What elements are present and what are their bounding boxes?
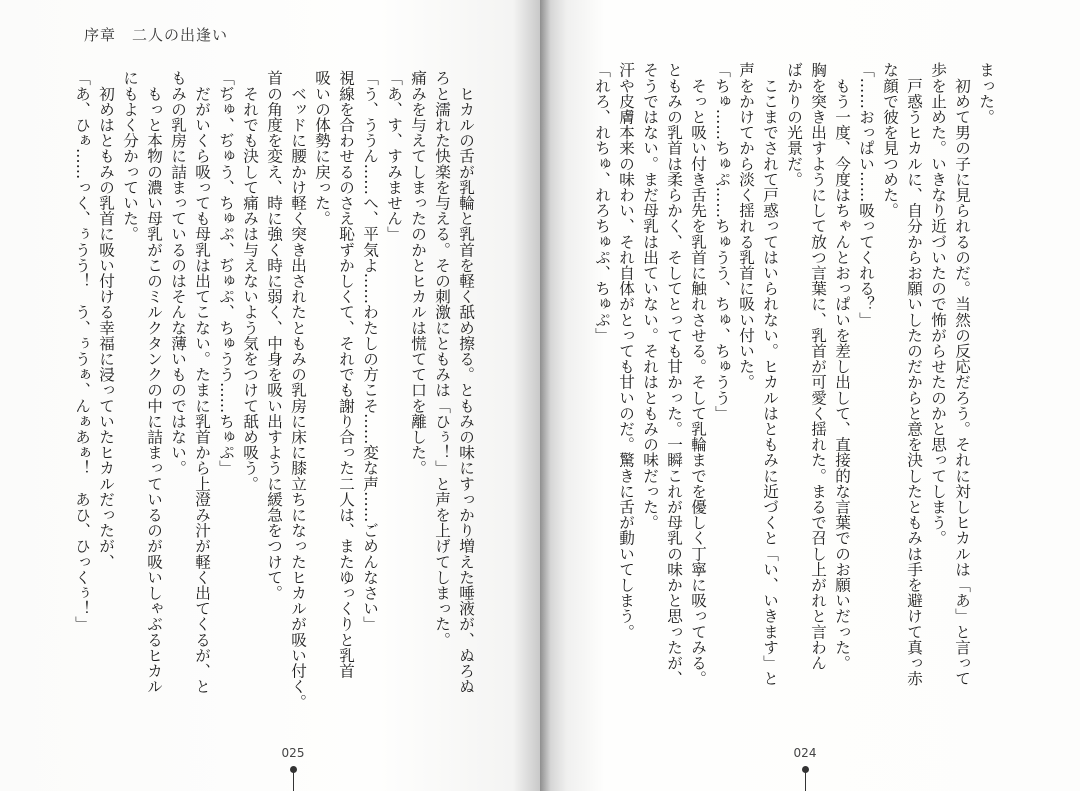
text-column: 「ちゅ……ちゅぷ……ちゅうう、ちゅ、ちゅうう」 [713,62,731,421]
running-head-chapter-title: 序章 二人の出逢い [84,26,229,44]
text-column: 戸惑うヒカルに、自分からお願いしたのだからと意を決したともみは手を避けて真っ赤 [905,62,923,686]
page-number: 024 [793,746,817,760]
text-column: もみの乳房に詰まっているのはそんな薄いものではない。 [169,70,187,476]
page-number-rule [805,772,806,791]
text-column: 歩を止めた。いきなり近づいたので怖がらせたのかと思ってしまう。 [929,62,947,546]
text-column: 声をかけてから淡く揺れる乳首に吸い付いた。 [737,62,755,390]
text-column: ベッドに腰かけ軽く突き出されたともみの乳房に床に膝立ちになったヒカルが吸い付く。 [289,70,307,710]
text-column: もっと本物の濃い母乳がこのミルクタンクの中に詰まっているのが吸いしゃぶるヒカル [145,70,163,694]
text-column: 「……おっぱい……吸ってくれる？」 [857,62,875,328]
text-column: 「ぢゅ、ぢゅう、ちゅぷ、ぢゅぷ、ちゅうう……ちゅぷ」 [217,70,235,476]
text-column: 痛みを与えてしまったのかとヒカルは慌てて口を離した。 [409,70,427,476]
page-number-rule [293,772,294,791]
text-column: 「う、ううん……へ、平気よ……わたしの方こそ……変な声……ごめんなさい」 [361,70,379,632]
text-column: 視線を合わせるのさえ恥ずかしくて、それでも謝り合った二人は、またゆっくりと乳首 [337,70,355,679]
text-column: それでも決して痛みは与えないよう気をつけて舐め吸う。 [241,70,259,492]
text-column: ヒカルの舌が乳輪と乳首を軽く舐め擦る。ともみの味にすっかり増えた唾液が、ぬろぬ [457,70,475,694]
text-column: 初めはともみの乳首に吸い付ける幸福に浸っていたヒカルだったが、 [97,70,115,570]
text-column: 胸を突き出すようにして放つ言葉に、乳首が可愛く揺れた。まるで召し上がれと言わん [809,62,827,671]
text-column: 首の角度を変え、時に強く時に弱く、中身を吸い出すように緩急をつけて。 [265,70,283,601]
right-page-body-text [590,62,998,702]
text-column: ともみの乳首は柔らかく、そしてとっても甘かった。一瞬これが母乳の味かと思ったが、 [665,62,683,686]
text-column: な顔で彼を見つめた。 [881,62,899,218]
page-number: 025 [281,746,305,760]
left-page-body-text [70,70,478,710]
text-column: そっと吸い付き舌先を乳首に触れさせる。そして乳輪までを優しく丁寧に吸ってみる。 [689,62,707,686]
text-column: 「れろ、れちゅ、れろちゅぷ、ちゅぷ」 [593,62,611,343]
right-page [540,0,1080,791]
text-column: そうではない。まだ母乳は出ていない。それはともみの味だった。 [641,62,659,530]
text-column: 「あ、す、すみません」 [385,70,403,242]
text-column: ばかりの光景だ。 [785,62,803,187]
text-column: にもよく分かっていた。 [121,70,139,242]
text-column: 汗や皮膚本来の味わい、それ自体がとっても甘いのだ。驚きに舌が動いてしまう。 [617,62,635,640]
text-column: 初めて男の子に見られるのだ。当然の反応だろう。それに対しヒカルは「あ」と言って [953,62,971,686]
text-column: ここまでされて戸惑ってはいられない。ヒカルはともみに近づくと「い、いきます」と [761,62,779,686]
text-column: だがいくら吸っても母乳は出てこない。たまに乳首から上澄み汁が軽く出てくるが、と [193,70,211,694]
text-column: 「あ、ひぁ……っく、ぅうう！ う、ぅうぁ、んぁあぁ！ あひ、ひっくぅ！」 [73,70,91,632]
text-column: もう一度、今度はちゃんとおっぱいを差し出して、直接的な言葉でのお願いだった。 [833,62,851,671]
text-column: ろと濡れた快楽を与える。その刺激にともみは「ひぅ！」と声を上げてしまった。 [433,70,451,648]
text-column: 吸いの体勢に戻った。 [313,70,331,226]
text-column: まった。 [977,62,995,125]
